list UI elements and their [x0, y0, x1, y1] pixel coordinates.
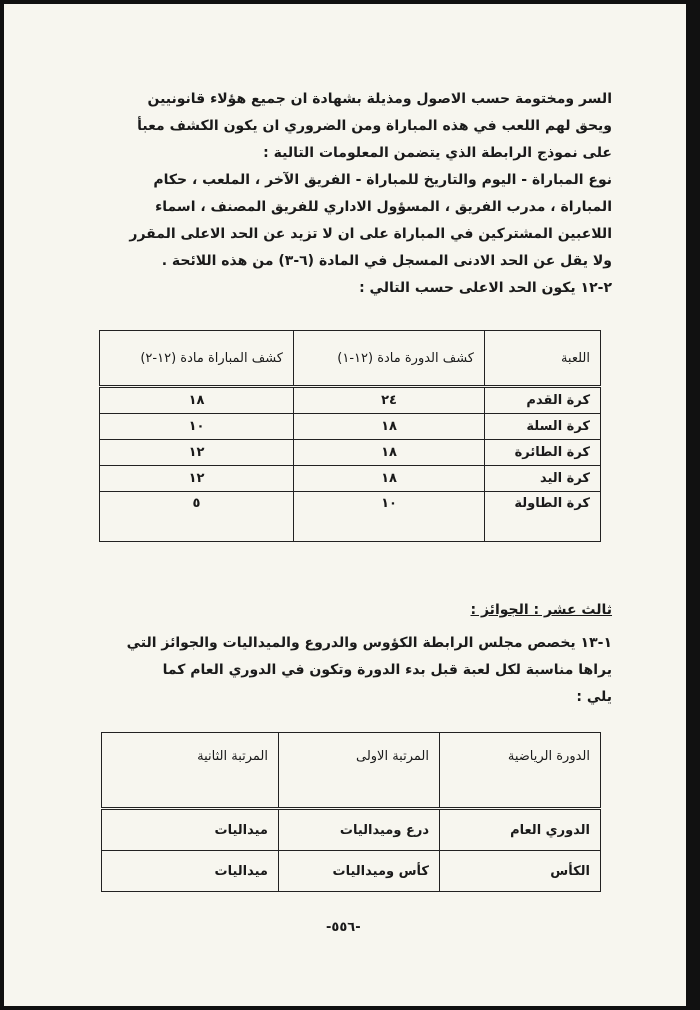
first-place-prize: كأس وميداليات [279, 851, 440, 892]
match-limit: ١٨ [100, 387, 294, 414]
game-name: كرة الطاولة [485, 492, 601, 542]
tournament-limit: ١٨ [294, 414, 485, 440]
paragraph-line: ولا يقل عن الحد الادنى المسجل في المادة (٦-٣) من هذه اللائحة . [161, 253, 612, 269]
table-row [100, 492, 601, 542]
tournament-limit: ١٨ [294, 440, 485, 466]
header-match-list: كشف المباراة مادة (١٢-٢) [100, 331, 294, 387]
table-row [100, 466, 601, 492]
table-row [102, 851, 601, 892]
header-game: اللعبة [485, 331, 601, 387]
tournament-limit: ٢٤ [294, 387, 485, 414]
header-tournament-list: كشف الدورة مادة (١٢-١) [294, 331, 485, 387]
header-sport-tournament: الدورة الرياضية [440, 733, 601, 809]
tournament-limit: ١٨ [294, 466, 485, 492]
match-limit: ١٠ [100, 414, 294, 440]
paragraph-line: اللاعبين المشتركين في المباراة على ان لا تزيد عن الحد الاعلى المقرر [129, 226, 612, 242]
tournament-limit: ١٠ [294, 492, 485, 542]
paragraph-line: على نموذج الرابطة الذي يتضمن المعلومات التالية : [263, 145, 612, 161]
second-place-prize: ميداليات [102, 809, 279, 851]
tournament-name: الدوري العام [440, 809, 601, 851]
paragraph-line: السر ومختومة حسب الاصول ومذيلة بشهادة ان جميع هؤلاء قانونيين [147, 91, 612, 107]
prizes-table [101, 732, 601, 892]
table-row [102, 809, 601, 851]
header-first-place: المرتبة الاولى [279, 733, 440, 809]
paragraph-match-list [72, 86, 612, 302]
game-name: كرة الطائرة [485, 440, 601, 466]
first-place-prize: درع وميداليات [279, 809, 440, 851]
max-players-table [99, 330, 601, 542]
paragraph-line: يراها مناسبة لكل لعبة قبل بدء الدورة وتكون في الدوري العام كما [162, 662, 612, 678]
paragraph-line: يلي : [576, 689, 612, 705]
table-header-row [100, 331, 601, 387]
game-name: كرة اليد [485, 466, 601, 492]
paragraph-line: المباراة ، مدرب الفريق ، المسؤول الاداري للفريق المصنف ، اسماء [155, 199, 612, 215]
paragraph-line: ويحق لهم اللعب في هذه المباراة ومن الضروري ان يكون الكشف معبأ [137, 118, 612, 134]
match-limit: ٥ [100, 492, 294, 542]
page-number: -٥٥٦- [326, 920, 361, 935]
table-header-row [102, 733, 601, 809]
header-second-place: المرتبة الثانية [102, 733, 279, 809]
paragraph-line: ٢-١٢ يكون الحد الاعلى حسب التالي : [359, 280, 612, 296]
game-name: كرة السلة [485, 414, 601, 440]
table-row [100, 440, 601, 466]
paragraph-prizes [72, 630, 612, 711]
paragraph-line: ١-١٣ يخصص مجلس الرابطة الكؤوس والدروع والميداليات والجوائز التي [126, 635, 612, 651]
section-heading-prizes: ثالث عشر : الجوائز : [470, 602, 612, 618]
match-limit: ١٢ [100, 466, 294, 492]
paragraph-line: نوع المباراة - اليوم والتاريخ للمباراة - الفريق الآخر ، الملعب ، حكام [153, 172, 612, 188]
match-limit: ١٢ [100, 440, 294, 466]
game-name: كرة القدم [485, 387, 601, 414]
document-page [4, 4, 686, 1006]
table-row [100, 414, 601, 440]
second-place-prize: ميداليات [102, 851, 279, 892]
table-row [100, 387, 601, 414]
tournament-name: الكأس [440, 851, 601, 892]
